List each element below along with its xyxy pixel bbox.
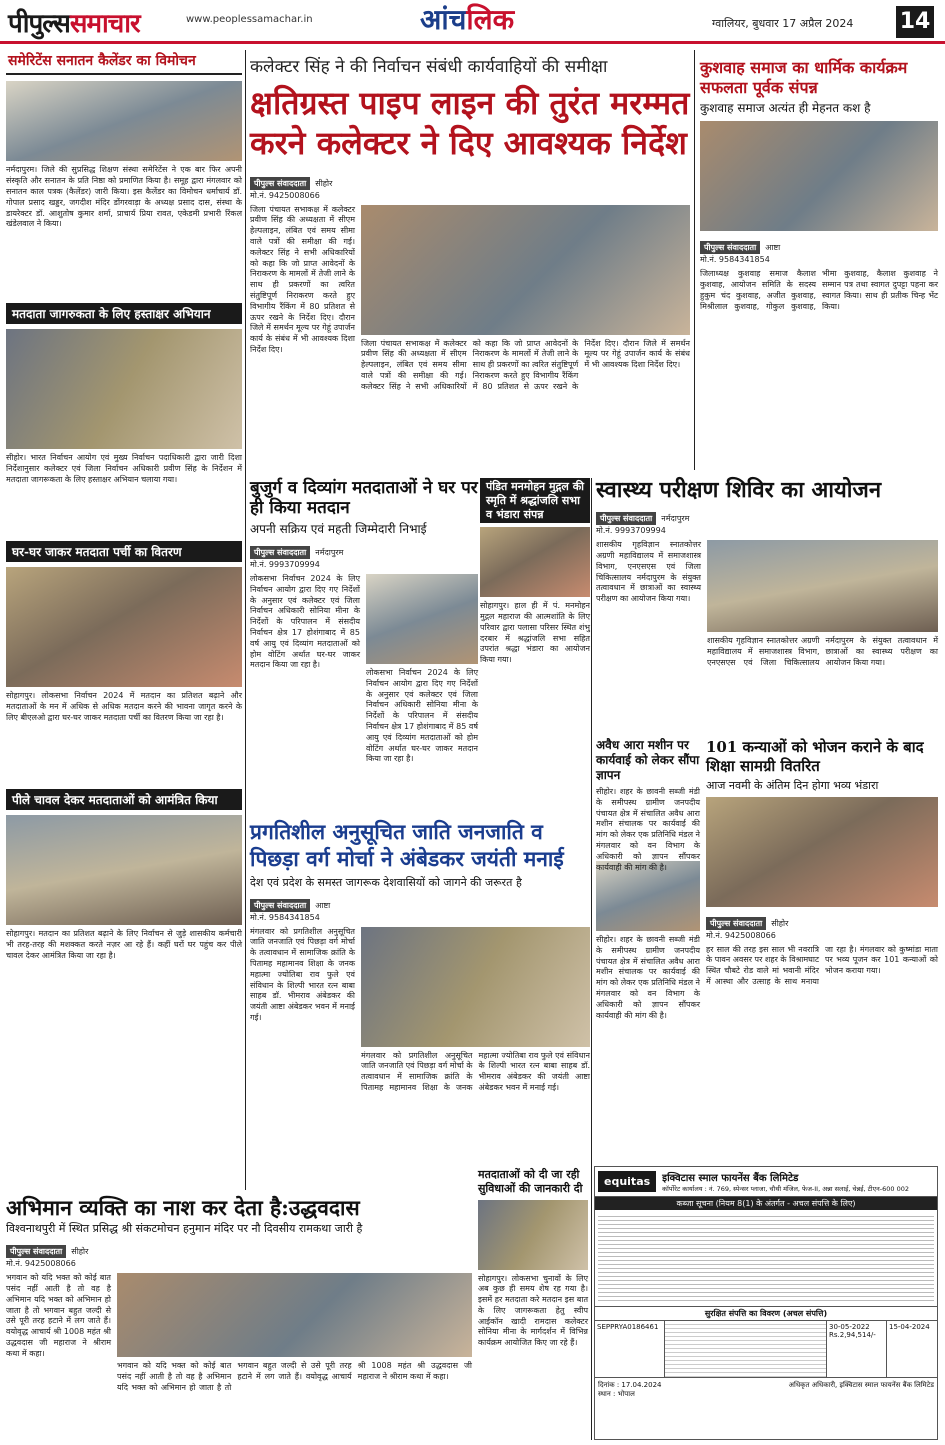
lead-photo xyxy=(361,205,690,335)
s9-photo xyxy=(700,121,938,231)
s14-place: सीहोर xyxy=(71,1247,89,1257)
left-column xyxy=(6,50,242,1190)
s12-mobile: मो.नं. 9425008066 xyxy=(706,930,776,940)
lead-body-cont: जिला पंचायत सभाकक्ष में कलेक्टर प्रवीण सिंह की अध्यक्षता में सीएम हेल्पलाइन, लंबित एवं समय सीमा वाले पत्रों की समीक्षा की गई। कलेक्टर सिंह ने सभी अधिकारियों को कहा कि जो प्राप्त आवेदनों के निराकरण के मामलों में तेजी लाने के साथ ही प्रकरणों का त्वरित संतुष्टिपूर्ण निराकरण करते हुए विभागीय रैंकिंग में 80 प्रतिशत से ऊपर रखने के निर्देश दिए। दौरान जिले में समर्थन मूल्य पर गेहूं उपार्जन कार्य के संबंध में भी आवश्यक दिशा निर्देश दिए। xyxy=(361,338,690,391)
s12-body: हर साल की तरह इस साल भी नवरात्रि के पावन अवसर पर शहर के विश्रामघाट स्थित चौबटे रोड वाले मां भवानी मंदिर में आस्था और उत्साह के साथ मनाया जा रहा है। मंगलवार को कुष्मांडा माता पर भव्य पूजन कर 101 कन्याओं को भोजन कराया गया। xyxy=(706,944,938,986)
s4-title: पीले चावल देकर मतदाताओं को आमंत्रित किया xyxy=(6,789,242,810)
s1-title: समेरिटेंस सनातन कैलेंडर का विमोचन xyxy=(6,50,242,75)
s12-story xyxy=(706,738,938,1158)
s12-photo xyxy=(706,797,938,907)
s10-photo xyxy=(707,540,938,632)
dateline: ग्वालियर, बुधवार 17 अप्रैल 2024 xyxy=(712,17,854,30)
s3-body: सोहागपुर। लोकसभा निर्वाचन 2024 में मतदान का प्रतिशत बढ़ाने और मतदाताओं के मन में अधिक से अधिक मतदान करने की भावना जागृत करने के लिए बीएलओ द्वारा घर-घर जाकर मतदाता पर्ची का वितरण किया जा रहा है। xyxy=(6,691,242,722)
lead-body: जिला पंचायत सभाकक्ष में कलेक्टर प्रवीण सिंह की अध्यक्षता में सीएम हेल्पलाइन, लंबित एवं समय सीमा वाले पत्रों की समीक्षा की गई। कलेक्टर सिंह ने सभी अधिकारियों को कहा कि जो प्राप्त आवेदनों के निराकरण के मामलों में तेजी लाने के साथ ही प्रकरणों का त्वरित संतुष्टिपूर्ण निराकरण करते हुए विभागीय रैंकिंग में 80 प्रतिशत से ऊपर रखने के निर्देश दिए। दौरान जिले में समर्थन मूल्य पर गेहूं उपार्जन कार्य के संबंध में भी आवश्यक दिशा निर्देश दिए। xyxy=(250,204,355,355)
s6-mobile: मो.नं. 9993709994 xyxy=(250,559,320,569)
lead-mobile: मो.नं. 9425008066 xyxy=(250,190,320,200)
s12-title: 101 कन्याओं को भोजन कराने के बाद शिक्षा सामग्री वितरित xyxy=(706,738,924,775)
newspaper-logo xyxy=(8,4,140,40)
s14-body: भगवान को यदि भक्त को कोई बात पसंद नहीं आती है तो वह है अभिमान यदि भक्त को अभिमान हो जाता है तो भगवान बहुत जल्दी से उसे पूरी तरह हटाने में लग जाते हैं। वयोवृद्ध आचार्य श्री 1008 महंत श्री उद्धवदास जी महाराज ने श्रीराम कथा में कहा। xyxy=(6,1273,111,1358)
s10-body: शासकीय गृहविज्ञान स्नातकोत्तर अग्रणी महाविद्यालय में समाजशास्त्र विभाग, एनएसएस एवं जिला चिकित्सालय नर्मदापुरम के संयुक्त तत्वावधान में छात्राओं का स्वास्थ्य परीक्षण का आयोजन किया गया। xyxy=(596,540,701,604)
lead-byline: पीपुल्स संवाददाता xyxy=(250,177,310,190)
s6-place: नर्मदापुरम xyxy=(315,547,344,557)
lead-place: सीहोर xyxy=(315,178,333,188)
s11-story xyxy=(596,738,700,1158)
lead-title: क्षतिग्रस्त पाइप लाइन की तुरंत मरम्मत करने कलेक्टर ने दिए आवश्यक निर्देश xyxy=(250,83,690,162)
s7-photo xyxy=(480,527,590,597)
brand-part-b: लिक xyxy=(466,3,515,36)
brand-part-a: आंच xyxy=(420,3,467,36)
ad-amount: Rs.2,94,514/- xyxy=(829,1331,876,1339)
s11-body: सीहोर। शहर के छावनी सब्जी मंडी के समीपस्थ ग्रामीण जनपदीय पंचायत क्षेत्र में संचालित अवैध आरा मशीन संचालक पर कार्यवाई की मांग को लेकर एक प्रतिनिधि मंडल ने मंगलवार को वन विभाग के अधिकारी को ज्ञापन सौंपकर कार्यवाही की मांग की है। xyxy=(596,787,700,872)
s1-body: नर्मदापुरम। जिले की सुप्रसिद्ध शिक्षण संस्था समेरिटेंस ने एक बार फिर अपनी संस्कृति और सनातन के प्रति निष्ठा को प्रमाणित किया है। समूह द्वारा मंगलवार को सनातन काल पत्रक (कैलेंडर) जारी किया। इस कैलेंडर का विमोचन धर्माचार्य डॉ. गोपाल प्रसाद खड्डर, जगदीश मंदिर डोंगरवाड़ा के अध्यक्ष प्रसाद दास, संस्था के डायरेक्टर डॉ. आशुतोष कुमार शर्मा, प्राचार्य प्रिया रावत, एकेडमी प्रभारी रिंकल खंडेलवाल ने किया। xyxy=(6,165,242,229)
column-rule xyxy=(591,478,592,1440)
ad-table-head: सुरक्षित संपत्ति का विवरण (अचल संपत्ति) xyxy=(595,1306,937,1321)
s14-photo xyxy=(117,1273,472,1357)
s8-place: आष्टा xyxy=(315,900,331,910)
s12-place: सीहोर xyxy=(771,918,789,928)
ad-property-desc xyxy=(665,1321,827,1377)
s14-sub: विश्वनाथपुरी में स्थित प्रसिद्ध श्री संकटमोचन हनुमान मंदिर पर नौ दिवसीय रामकथा जारी है xyxy=(6,1222,363,1236)
page-number: 14 xyxy=(896,6,934,38)
ad-title: इक्विटास स्माल फायनेंस बैंक लिमिटेड xyxy=(662,1173,799,1184)
s14-title: अभिमान व्यक्ति का नाश कर देता है:उद्धवदास xyxy=(6,1195,360,1220)
s13-story xyxy=(478,1168,588,1440)
logo-part-a: पीपुल्स xyxy=(8,9,70,39)
s8-sub: देश एवं प्रदेश के समस्त जागरूक देशवासियों को जागने की जरूरत है xyxy=(250,875,522,889)
s8-story xyxy=(250,818,590,1168)
ad-date-2: 15-04-2024 xyxy=(889,1323,930,1331)
s6-body: लोकसभा निर्वाचन 2024 के लिए निर्वाचन आयोग द्वारा दिए गए निर्देशों के अनुसार एवं कलेक्टर एवं जिला निर्वाचन अधिकारी सोनिया मीना के निर्देशों के परिपालन में संसदीय निर्वाचन क्षेत्र 17 होशंगाबाद में 85 वर्ष आयु एवं दिव्यांग मतदाताओं को होम वोटिंग अर्थात घर-घर जाकर मतदान किया जा रहा है। xyxy=(250,573,360,670)
s8-body: मंगलवार को प्रगतिशील अनुसूचित जाति जनजाति एवं पिछड़ा वर्ग मोर्चा के तत्वावधान में सामाजिक क्रांति के पितामह महामानव शिक्षा के जनक महात्मा ज्योतिबा राव फुले एवं संविधान के शिल्पी भारत रत्न बाबा साहब डॉ. भीमराव अंबेडकर की जयंती आष्टा अंबेडकर भवन में मनाई गई। xyxy=(250,926,355,1023)
s4-body: सोहागपुर। मतदान का प्रतिशत बढ़ाने के लिए निर्वाचन से जुड़े शासकीय कर्मचारी भी तरह-तरह की मशक्कत करते नज़र आ रहे हैं। कहीं घरों घर पहुंच कर पीले चावल देकर आमंत्रित किया जा रहा है। xyxy=(6,929,242,960)
masthead xyxy=(0,0,945,44)
s6-story xyxy=(250,478,478,808)
s10-story xyxy=(596,478,938,728)
s8-photo xyxy=(361,927,590,1047)
s12-byline: पीपुल्स संवाददाता xyxy=(706,917,766,930)
s2-body: सीहोर। भारत निर्वाचन आयोग एवं मुख्य निर्वाचन पदाधिकारी द्वारा जारी दिशा निर्देशानुसार कलेक्टर एवं जिला निर्वाचन अधिकारी प्रवीण सिंह के निर्देशन में मतदाता जागरूकता के लिए हस्ताक्षर अभियान चलाया गया। xyxy=(6,453,242,484)
bank-notice-ad xyxy=(594,1166,938,1440)
s14-story xyxy=(6,1196,472,1440)
s10-mobile: मो.नं. 9993709994 xyxy=(596,526,666,536)
s8-byline: पीपुल्स संवाददाता xyxy=(250,899,310,912)
s9-mobile: मो.नं. 9584341854 xyxy=(700,255,770,265)
s14-mobile: मो.नं. 9425008066 xyxy=(6,1259,76,1269)
s6-photo xyxy=(366,574,478,664)
s9-title: कुशवाह समाज का धार्मिक कार्यक्रम सफलता पूर्वक संपन्न xyxy=(700,58,908,97)
s3-title: घर-घर जाकर मतदाता पर्ची का वितरण xyxy=(6,541,242,562)
s9-byline: पीपुल्स संवाददाता xyxy=(700,241,760,254)
equitas-logo: equitas xyxy=(598,1171,656,1192)
s13-title: मतदाताओं को दी जा रही सुविधाओं की जानकारी दी xyxy=(478,1168,583,1195)
s7-body: सोहागपुर। हाल ही में पं. मनमोहन मुद्गल महाराज की आत्मशांति के लिए परिवार द्वारा पलासा परिसर स्थित शंभु दरबार में श्रद्धांजलि सभा सहित उपरांत श्रद्धा भंडारा का आयोजन किया गया। xyxy=(480,601,590,665)
section-brand xyxy=(420,0,514,38)
s10-title: स्वास्थ्य परीक्षण शिविर का आयोजन xyxy=(596,477,882,503)
ad-notice: कब्जा सूचना (नियम 8(1) के अंतर्गत - अचल संपत्ति के लिए) xyxy=(595,1197,937,1210)
s11-body-cont: सीहोर। शहर के छावनी सब्जी मंडी के समीपस्थ ग्रामीण जनपदीय पंचायत क्षेत्र में संचालित अवैध आरा मशीन संचालक पर कार्यवाई की मांग को लेकर एक प्रतिनिधि मंडल ने मंगलवार को वन विभाग के अधिकारी को ज्ञापन सौंपकर कार्यवाही की मांग की है। xyxy=(596,935,700,1020)
s6-byline: पीपुल्स संवाददाता xyxy=(250,546,310,559)
ad-address: कॉर्पोरेट कार्यालय : नं. 769, स्पेन्सर प्लाजा, चौथी मंजिल, फेज-II, अन्ना सलाई, चेन्नई, टीएन-600 002 xyxy=(662,1185,909,1193)
s13-photo xyxy=(478,1200,588,1270)
s9-sub: कुशवाह समाज अत्यंत ही मेहनत कश है xyxy=(700,101,871,115)
ad-loan-no: SEPPRYA0186461 xyxy=(595,1321,665,1377)
ad-date-1: 30-05-2022 xyxy=(829,1323,870,1331)
s14-byline: पीपुल्स संवाददाता xyxy=(6,1245,66,1258)
s7-story xyxy=(480,478,590,808)
ad-signatory: अधिकृत अधिकारी, इक्विटास स्माल फायनेंस बैंक लिमिटेड xyxy=(788,1381,934,1389)
s11-title: अवैध आरा मशीन पर कार्यवाई को लेकर सौंपा ज्ञापन xyxy=(596,738,700,782)
s6-body-cont: लोकसभा निर्वाचन 2024 के लिए निर्वाचन आयोग द्वारा दिए गए निर्देशों के अनुसार एवं कलेक्टर एवं जिला निर्वाचन अधिकारी सोनिया मीना के निर्देशों के परिपालन में संसदीय निर्वाचन क्षेत्र 17 होशंगाबाद में 85 वर्ष आयु एवं दिव्यांग मतदाताओं को होम वोटिंग अर्थात घर-घर जाकर मतदान किया जा रहा है। xyxy=(366,667,478,764)
s8-mobile: मो.नं. 9584341854 xyxy=(250,912,320,922)
s3-photo xyxy=(6,567,242,687)
s12-sub: आज नवमी के अंतिम दिन होगा भव्य भंडारा xyxy=(706,778,879,792)
s9-place: आष्टा xyxy=(765,243,781,253)
s10-body-cont: शासकीय गृहविज्ञान स्नातकोत्तर अग्रणी महाविद्यालय में समाजशास्त्र विभाग, एनएसएस एवं जिला चिकित्सालय नर्मदापुरम के संयुक्त तत्वावधान में छात्राओं का स्वास्थ्य परीक्षण का आयोजन किया गया। xyxy=(707,636,938,667)
ad-fine-print xyxy=(598,1213,934,1303)
s8-body-cont: मंगलवार को प्रगतिशील अनुसूचित जाति जनजाति एवं पिछड़ा वर्ग मोर्चा के तत्वावधान में सामाजिक क्रांति के पितामह महामानव शिक्षा के जनक महात्मा ज्योतिबा राव फुले एवं संविधान के शिल्पी भारत रत्न बाबा साहब डॉ. भीमराव अंबेडकर की जयंती आष्टा अंबेडकर भवन में मनाई गई। xyxy=(361,1050,590,1093)
ad-date: दिनांक : 17.04.2024 xyxy=(598,1381,662,1389)
website-url[interactable]: www.peoplessamachar.in xyxy=(186,14,313,25)
s10-place: नर्मदापुरम xyxy=(661,514,690,524)
lead-kicker: कलेक्टर सिंह ने की निर्वाचन संबंधी कार्यवाहियों की समीक्षा xyxy=(250,57,608,77)
s1-photo xyxy=(6,81,242,161)
column-rule xyxy=(245,50,246,1190)
s2-title: मतदाता जागरुकता के लिए हस्ताक्षर अभियान xyxy=(6,303,242,324)
lead-story xyxy=(250,58,690,478)
s13-body: सोहागपुर। लोकसभा चुनावों के लिए अब कुछ ही समय शेष रह गया है। इसमें हर मतदाता करे मतदान इस बात के लिए जागरूकता हेतु स्वीप आईकॉन खादी रामदास कलेक्टर सोनिया मीना के मार्गदर्शन में विभिन्न कार्यक्रम आयोजित किए जा रहे हैं। xyxy=(478,1273,588,1348)
s6-sub: अपनी सक्रिय एवं महती जिम्मेदारी निभाई xyxy=(250,521,427,536)
column-rule xyxy=(694,50,695,470)
s7-title: पंडित मनमोहन मुद्गल की स्मृति में श्रद्धांजलि सभा व भंडारा संपन्न xyxy=(480,478,590,523)
lead-byline-block xyxy=(250,171,690,190)
s9-story xyxy=(700,58,938,478)
s6-title: बुजुर्ग व दिव्यांग मतदाताओं ने घर पर ही किया मतदान xyxy=(250,478,478,519)
s9-body: जिलाध्यक्ष कुशवाह समाज कैलाश कुशवाह, आयोजन समिति के सदस्य हुकुम चंद कुशवाह, अजीत कुशवाह, मिश्रीलाल कुशवाह, गोकुल कुशवाह, भीमा कुशवाह, कैलाश कुशवाह ने सम्मान पत्र तथा स्वागत दुपट्टा पहना कर स्वागत किया। साथ ही प्रतीक चिन्ह भेंट किया। xyxy=(700,269,938,311)
s8-title: प्रगतिशील अनुसूचित जाति जनजाति व पिछड़ा वर्ग मोर्चा ने अंबेडकर जयंती मनाई xyxy=(250,819,564,872)
s4-photo xyxy=(6,815,242,925)
logo-part-b: समाचार xyxy=(69,9,140,39)
s10-byline: पीपुल्स संवाददाता xyxy=(596,512,656,525)
s2-photo xyxy=(6,329,242,449)
s14-body-cont: भगवान को यदि भक्त को कोई बात पसंद नहीं आती है तो वह है अभिमान यदि भक्त को अभिमान हो जाता है तो भगवान बहुत जल्दी से उसे पूरी तरह हटाने में लग जाते हैं। वयोवृद्ध आचार्य श्री 1008 महंत श्री उद्धवदास जी महाराज ने श्रीराम कथा में कहा। xyxy=(117,1361,472,1392)
ad-place: स्थान : भोपाल xyxy=(598,1390,635,1398)
